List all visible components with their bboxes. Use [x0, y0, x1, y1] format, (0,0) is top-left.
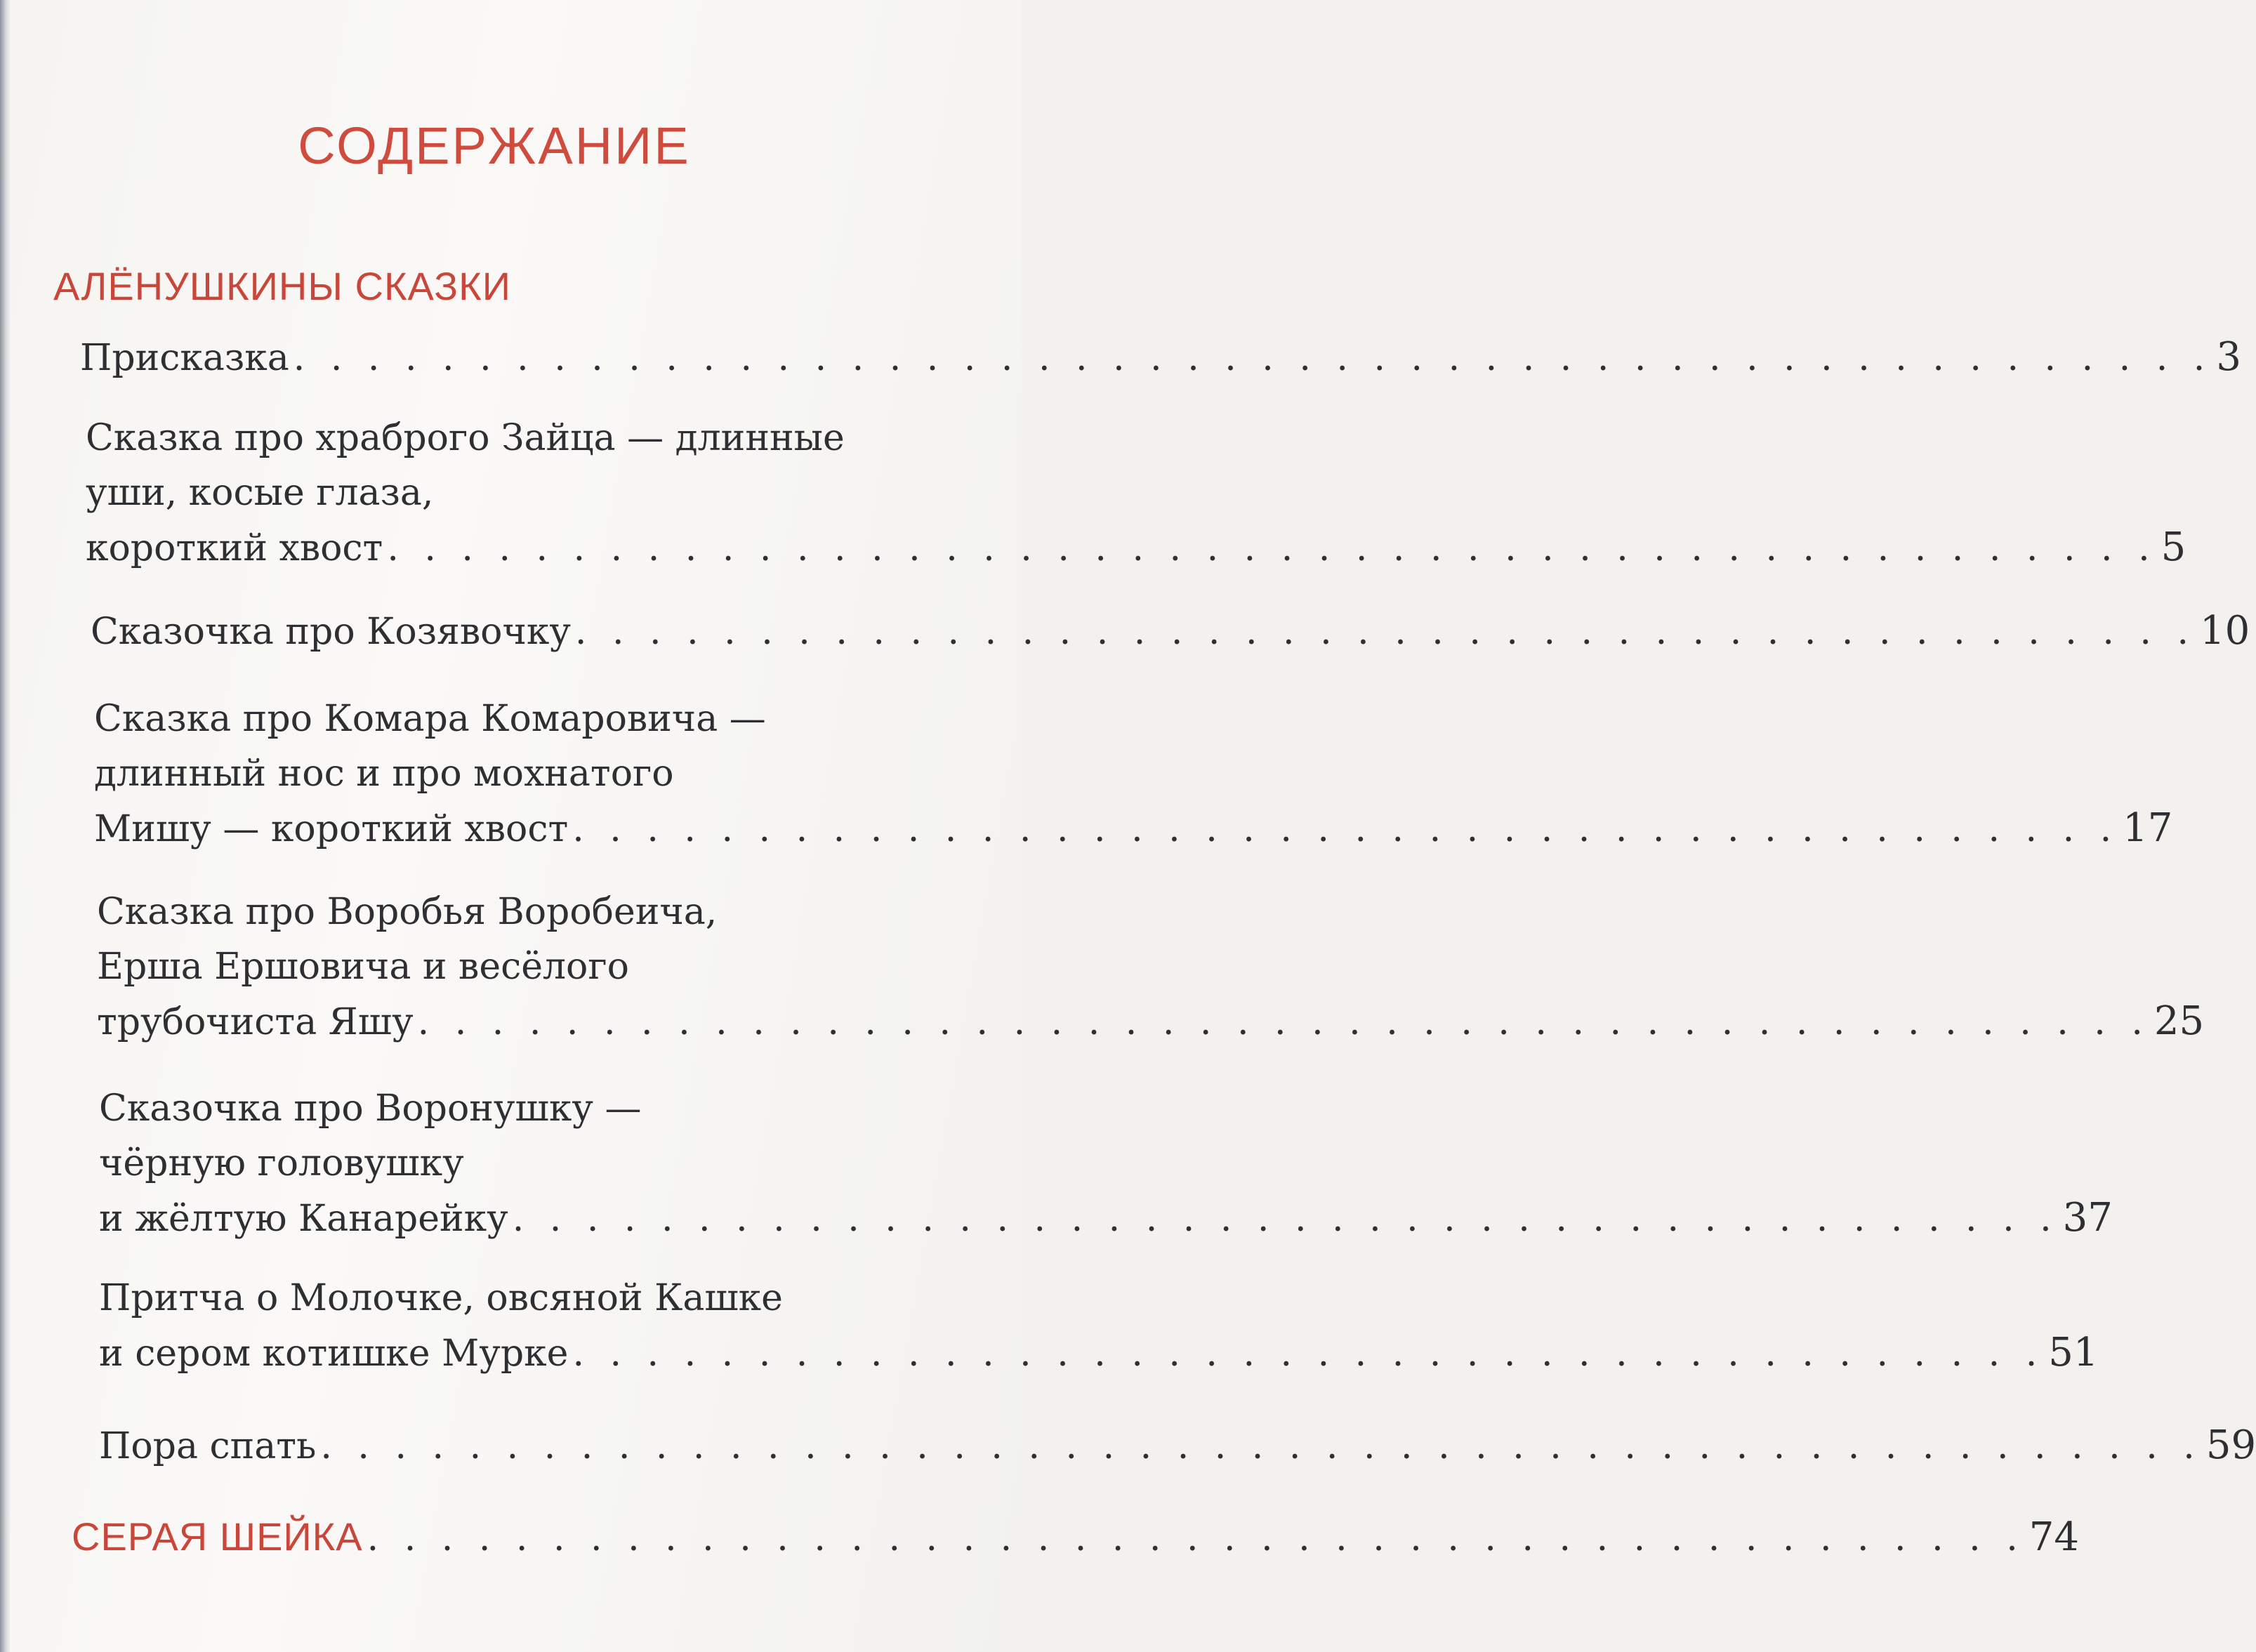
- entry-title-line: трубочиста Яшу: [97, 1001, 414, 1043]
- toc-entry[interactable]: [99, 1418, 2256, 1474]
- leader-dots: . . . . . . . . . . . . . . . . . . . . . . . . . . . . . . . . . . . . . . . . . . . . .: [367, 1517, 2025, 1559]
- toc-entry[interactable]: [97, 885, 2205, 1050]
- section-heading-seraya-sheyka: СЕРАЯ ШЕЙКА: [72, 1514, 363, 1559]
- book-spine-edge: [0, 0, 10, 1652]
- toc-entry[interactable]: [94, 692, 2173, 857]
- toc-entry[interactable]: [91, 604, 2250, 659]
- entry-title: Присказка: [80, 337, 289, 379]
- toc-entry[interactable]: [80, 330, 2241, 385]
- page-number: 37: [2062, 1195, 2113, 1241]
- page-number: 17: [2123, 805, 2173, 851]
- entry-title-line: Сказка про Воробья Воробеича,: [97, 891, 718, 933]
- contents-page: [10, 0, 2256, 1652]
- entry-title-line: Сказка про храброго Зайца — длинные: [86, 417, 845, 459]
- entry-title-line: Притча о Молочке, овсяной Кашке: [99, 1277, 783, 1319]
- leader-dots: . . . . . . . . . . . . . . . . . . . . . . . . . . . . . . . . . . . . . . . . . . . . . . . . . . .: [320, 1425, 2202, 1467]
- entry-title-line: чёрную головушку: [99, 1142, 464, 1184]
- page-number: 25: [2153, 998, 2205, 1044]
- leader-dots: . . . . . . . . . . . . . . . . . . . . . . . . . . . . . . . . . . . . . . . . . . . . . . . .: [387, 527, 2157, 569]
- toc-entry-seraya-sheyka[interactable]: [72, 1509, 2080, 1566]
- page-number: 10: [2199, 608, 2250, 654]
- page-number: 51: [2048, 1330, 2099, 1375]
- toc-entry[interactable]: [86, 411, 2186, 576]
- entry-title-line: короткий хвост: [86, 527, 383, 569]
- entry-title: Сказочка про Козявочку: [91, 611, 571, 653]
- section-heading-alenushkiny-skazki: АЛЁНУШКИНЫ СКАЗКИ: [53, 264, 511, 308]
- entry-title-line: Сказочка про Воронушку —: [99, 1088, 642, 1130]
- leader-dots: . . . . . . . . . . . . . . . . . . . . . . . . . . . . . . . . . . . . . . . . . .: [512, 1198, 2059, 1240]
- leader-dots: . . . . . . . . . . . . . . . . . . . . . . . . . . . . . . . . . . . . . . . .: [572, 1333, 2045, 1375]
- entry-title-line: и сером котишке Мурке: [99, 1333, 569, 1375]
- toc-entry[interactable]: [99, 1081, 2113, 1246]
- page-number: 3: [2216, 334, 2241, 380]
- leader-dots: . . . . . . . . . . . . . . . . . . . . . . . . . . . . . . . . . . . . . . . . . . . .: [574, 611, 2196, 653]
- entry-title: Пора спать: [99, 1425, 317, 1467]
- page-number: 74: [2029, 1514, 2080, 1560]
- page-title: СОДЕРЖАНИЕ: [298, 117, 691, 175]
- entry-title-line: Сказка про Комара Комаровича —: [94, 698, 766, 740]
- leader-dots: . . . . . . . . . . . . . . . . . . . . . . . . . . . . . . . . . . . . . . . . . . . . . . . . . . . .: [293, 337, 2212, 379]
- entry-title-line: длинный нос и про мохнатого: [94, 753, 674, 795]
- entry-title-line: Ерша Ершовича и весёлого: [97, 946, 629, 988]
- page-number: 5: [2161, 524, 2186, 570]
- entry-title-line: и жёлтую Канарейку: [99, 1198, 508, 1240]
- toc-entry[interactable]: [99, 1271, 2099, 1381]
- leader-dots: . . . . . . . . . . . . . . . . . . . . . . . . . . . . . . . . . . . . . . . . . . . . . . .: [417, 1001, 2150, 1043]
- leader-dots: . . . . . . . . . . . . . . . . . . . . . . . . . . . . . . . . . . . . . . . . . .: [572, 808, 2119, 850]
- entry-title-line: уши, косые глаза,: [86, 472, 434, 514]
- entry-title-line: Мишу — короткий хвост: [94, 808, 569, 850]
- page-number: 59: [2205, 1422, 2256, 1468]
